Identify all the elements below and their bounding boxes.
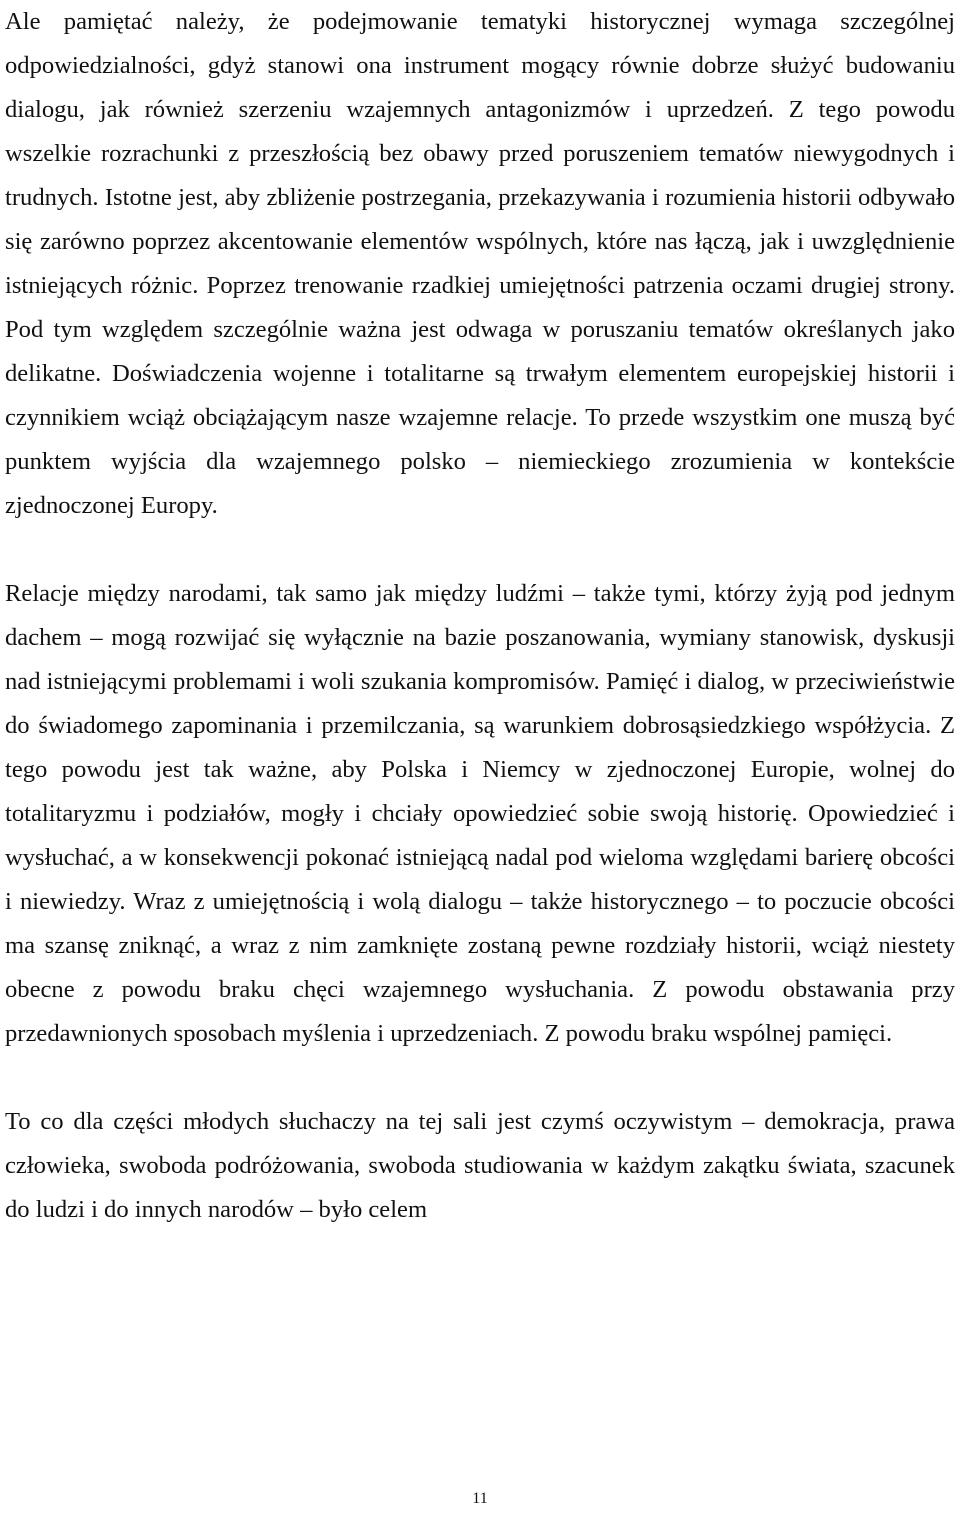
document-page: [5, 0, 955, 1232]
paragraph-history-responsibility: Ale pamiętać należy, że podejmowanie tematyki historycznej wymaga szczególnej odpowiedzialności, gdyż stanowi ona instrument mogący równie dobrze służyć budowaniu dialogu, jak również szerzeniu wzajemnych antagonizmów i uprzedzeń. Z tego powodu wszelkie rozrachunki z przeszłością bez obawy przed poruszeniem tematów niewygodnych i trudnych. Istotne jest, aby zbliżenie postrzegania, przekazywania i rozumienia historii odbywało się zarówno poprzez akcentowanie elementów wspólnych, które nas łączą, jak i uwzględnienie istniejących różnic. Poprzez trenowanie rzadkiej umiejętności patrzenia oczami drugiej strony. Pod tym względem szczególnie ważna jest odwaga w poruszaniu tematów określanych jako delikatne. Doświadczenia wojenne i totalitarne są trwałym elementem europejskiej historii i czynnikiem wciąż obciążającym nasze wzajemne relacje. To przede wszystkim one muszą być punktem wyjścia dla wzajemnego polsko – niemieckiego zrozumienia w kontekście zjednoczonej Europy.: [5, 8, 955, 519]
paragraph-relations-between-nations: Relacje między narodami, tak samo jak między ludźmi – także tymi, którzy żyją pod jednym dachem – mogą rozwijać się wyłącznie na bazie poszanowania, wymiany stanowisk, dyskusji nad istniejącymi problemami i woli szukania kompromisów. Pamięć i dialog, w przeciwieństwie do świadomego zapominania i przemilczania, są warunkiem dobrosąsiedzkiego współżycia. Z tego powodu jest tak ważne, aby Polska i Niemcy w zjednoczonej Europie, wolnej do totalitaryzmu i podziałów, mogły i chciały opowiedzieć sobie swoją historię. Opowiedzieć i wysłuchać, a w konsekwencji pokonać istniejącą nadal pod wieloma względami barierę obcości i niewiedzy. Wraz z umiejętnością i wolą dialogu – także historycznego – to poczucie obcości ma szansę zniknąć, a wraz z nim zamknięte zostaną pewne rozdziały historii, wciąż niestety obecne z powodu braku chęci wzajemnego wysłuchania. Z powodu obstawania przy przedawnionych sposobach myślenia i uprzedzeniach. Z powodu braku wspólnej pamięci.: [5, 580, 955, 1047]
page-number: 11: [472, 1490, 488, 1507]
paragraph-young-listeners: To co dla części młodych słuchaczy na tej sali jest czymś oczywistym – demokracja, prawa człowieka, swoboda podróżowania, swoboda studiowania w każdym zakątku świata, szacunek do ludzi i do innych narodów – było celem: [5, 1108, 955, 1223]
